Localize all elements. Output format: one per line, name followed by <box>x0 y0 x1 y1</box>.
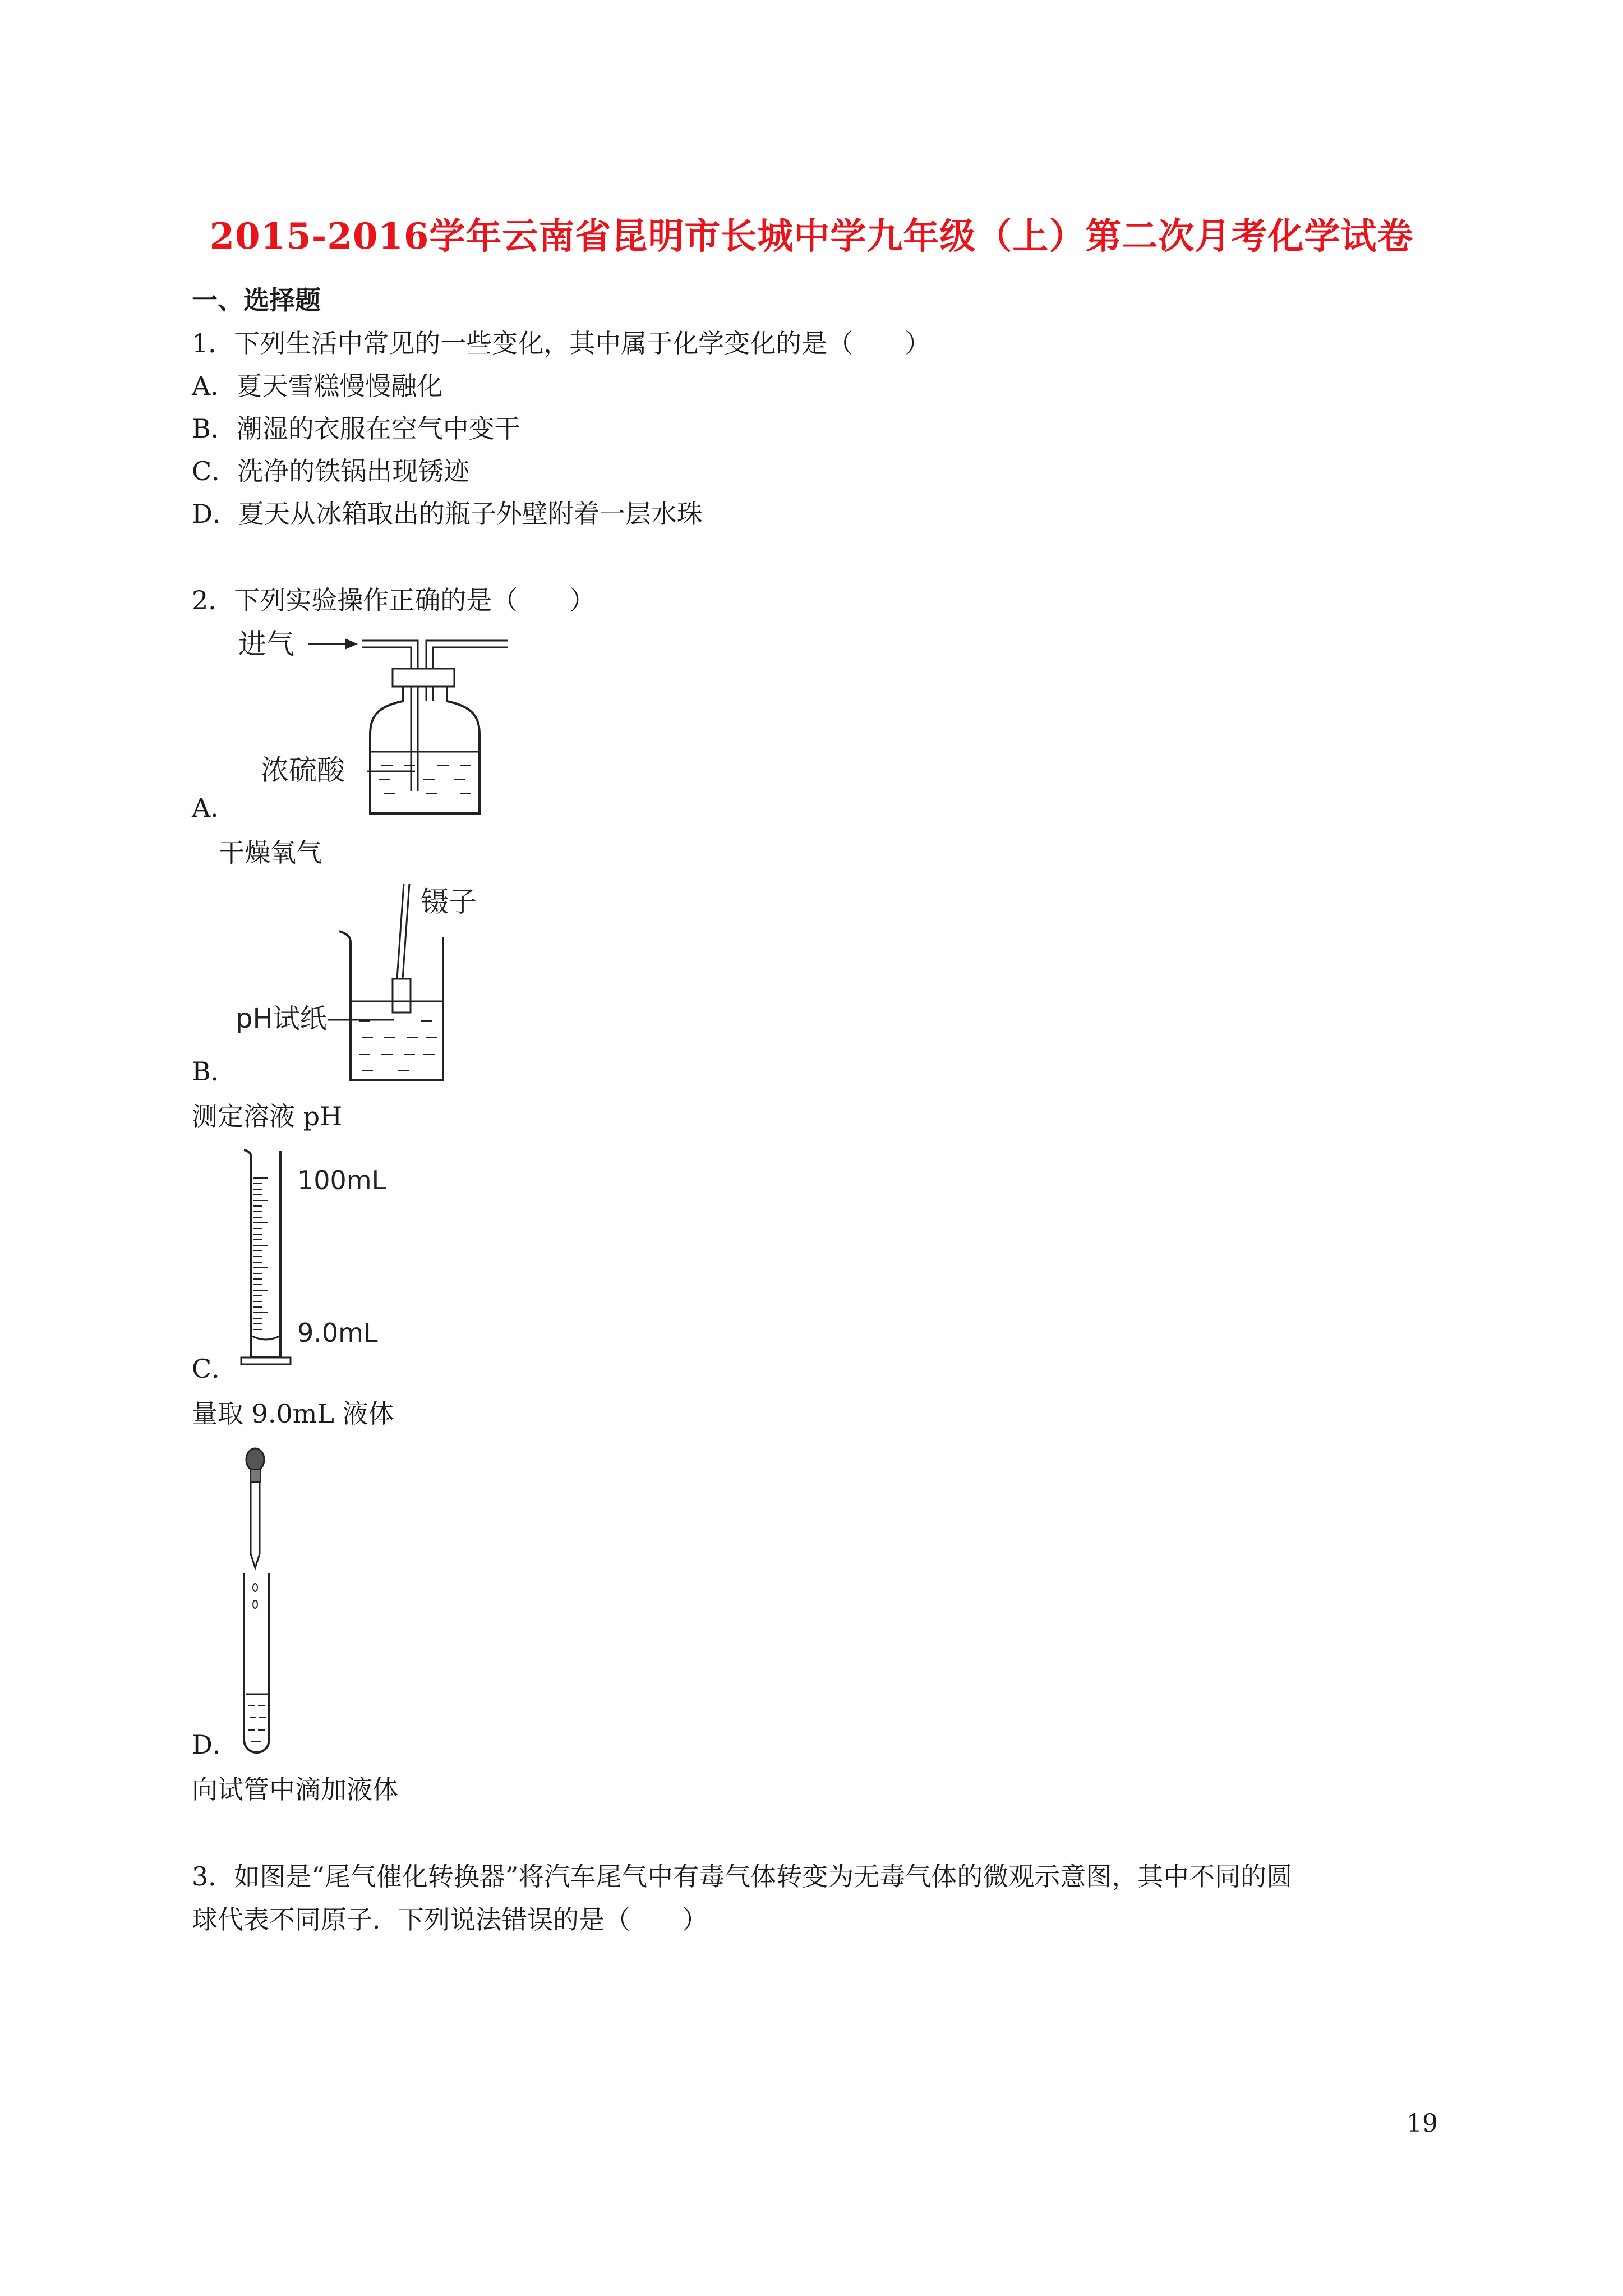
q1-stem: 1．下列生活中常见的一些变化，其中属于化学变化的是（ ） <box>192 328 931 358</box>
dropper-test-tube-figure <box>224 1447 314 1761</box>
gas-in-label: 进气 <box>238 628 294 660</box>
q1-option-b: B．潮湿的衣服在空气中变干 <box>192 413 520 444</box>
q1-option-a: A．夏天雪糕慢慢融化 <box>192 371 443 401</box>
cylinder-top-label: 100mL <box>297 1165 386 1195</box>
liquid-label: 浓硫酸 <box>261 754 345 786</box>
tweezers-label: 镊子 <box>421 886 477 918</box>
q2-option-a-caption: 干燥氧气 <box>219 838 322 868</box>
ph-paper-label: pH试纸 <box>236 1003 327 1034</box>
ph-test-beaker-figure <box>236 881 505 1088</box>
q2-option-d-caption: 向试管中滴加液体 <box>192 1774 398 1805</box>
q2-stem: 2．下列实验操作正确的是（ ） <box>192 585 596 615</box>
gas-washing-bottle-figure <box>224 623 538 825</box>
q1-option-c: C．洗净的铁锅出现锈迹 <box>192 456 470 486</box>
q3-stem-line1: 3．如图是“尾气催化转换器”将汽车尾气中有毒气体转变为无毒气体的微观示意图，其中不同的圆 <box>192 1861 1293 1892</box>
q2-option-a-letter: A． <box>192 793 237 823</box>
q2-option-d-letter: D． <box>192 1729 238 1760</box>
q2-option-c-letter: C． <box>192 1354 238 1384</box>
q1-option-d: D．夏天从冰箱取出的瓶子外壁附着一层水珠 <box>192 499 703 529</box>
q2-option-b-caption: 测定溶液 pH <box>192 1101 343 1131</box>
q2-option-b-letter: B． <box>192 1056 237 1087</box>
section-heading: 一、选择题 <box>192 285 321 315</box>
page-number: 19 <box>1407 2109 1438 2138</box>
cylinder-bottom-label: 9.0mL <box>297 1318 378 1348</box>
page-title: 2015-2016学年云南省昆明市长城中学九年级（上）第二次月考化学试卷 <box>209 215 1414 257</box>
graduated-cylinder-figure <box>230 1144 415 1380</box>
q3-stem-line2: 球代表不同原子．下列说法错误的是（ ） <box>192 1904 708 1935</box>
q2-option-c-caption: 量取 9.0mL 液体 <box>192 1398 394 1429</box>
